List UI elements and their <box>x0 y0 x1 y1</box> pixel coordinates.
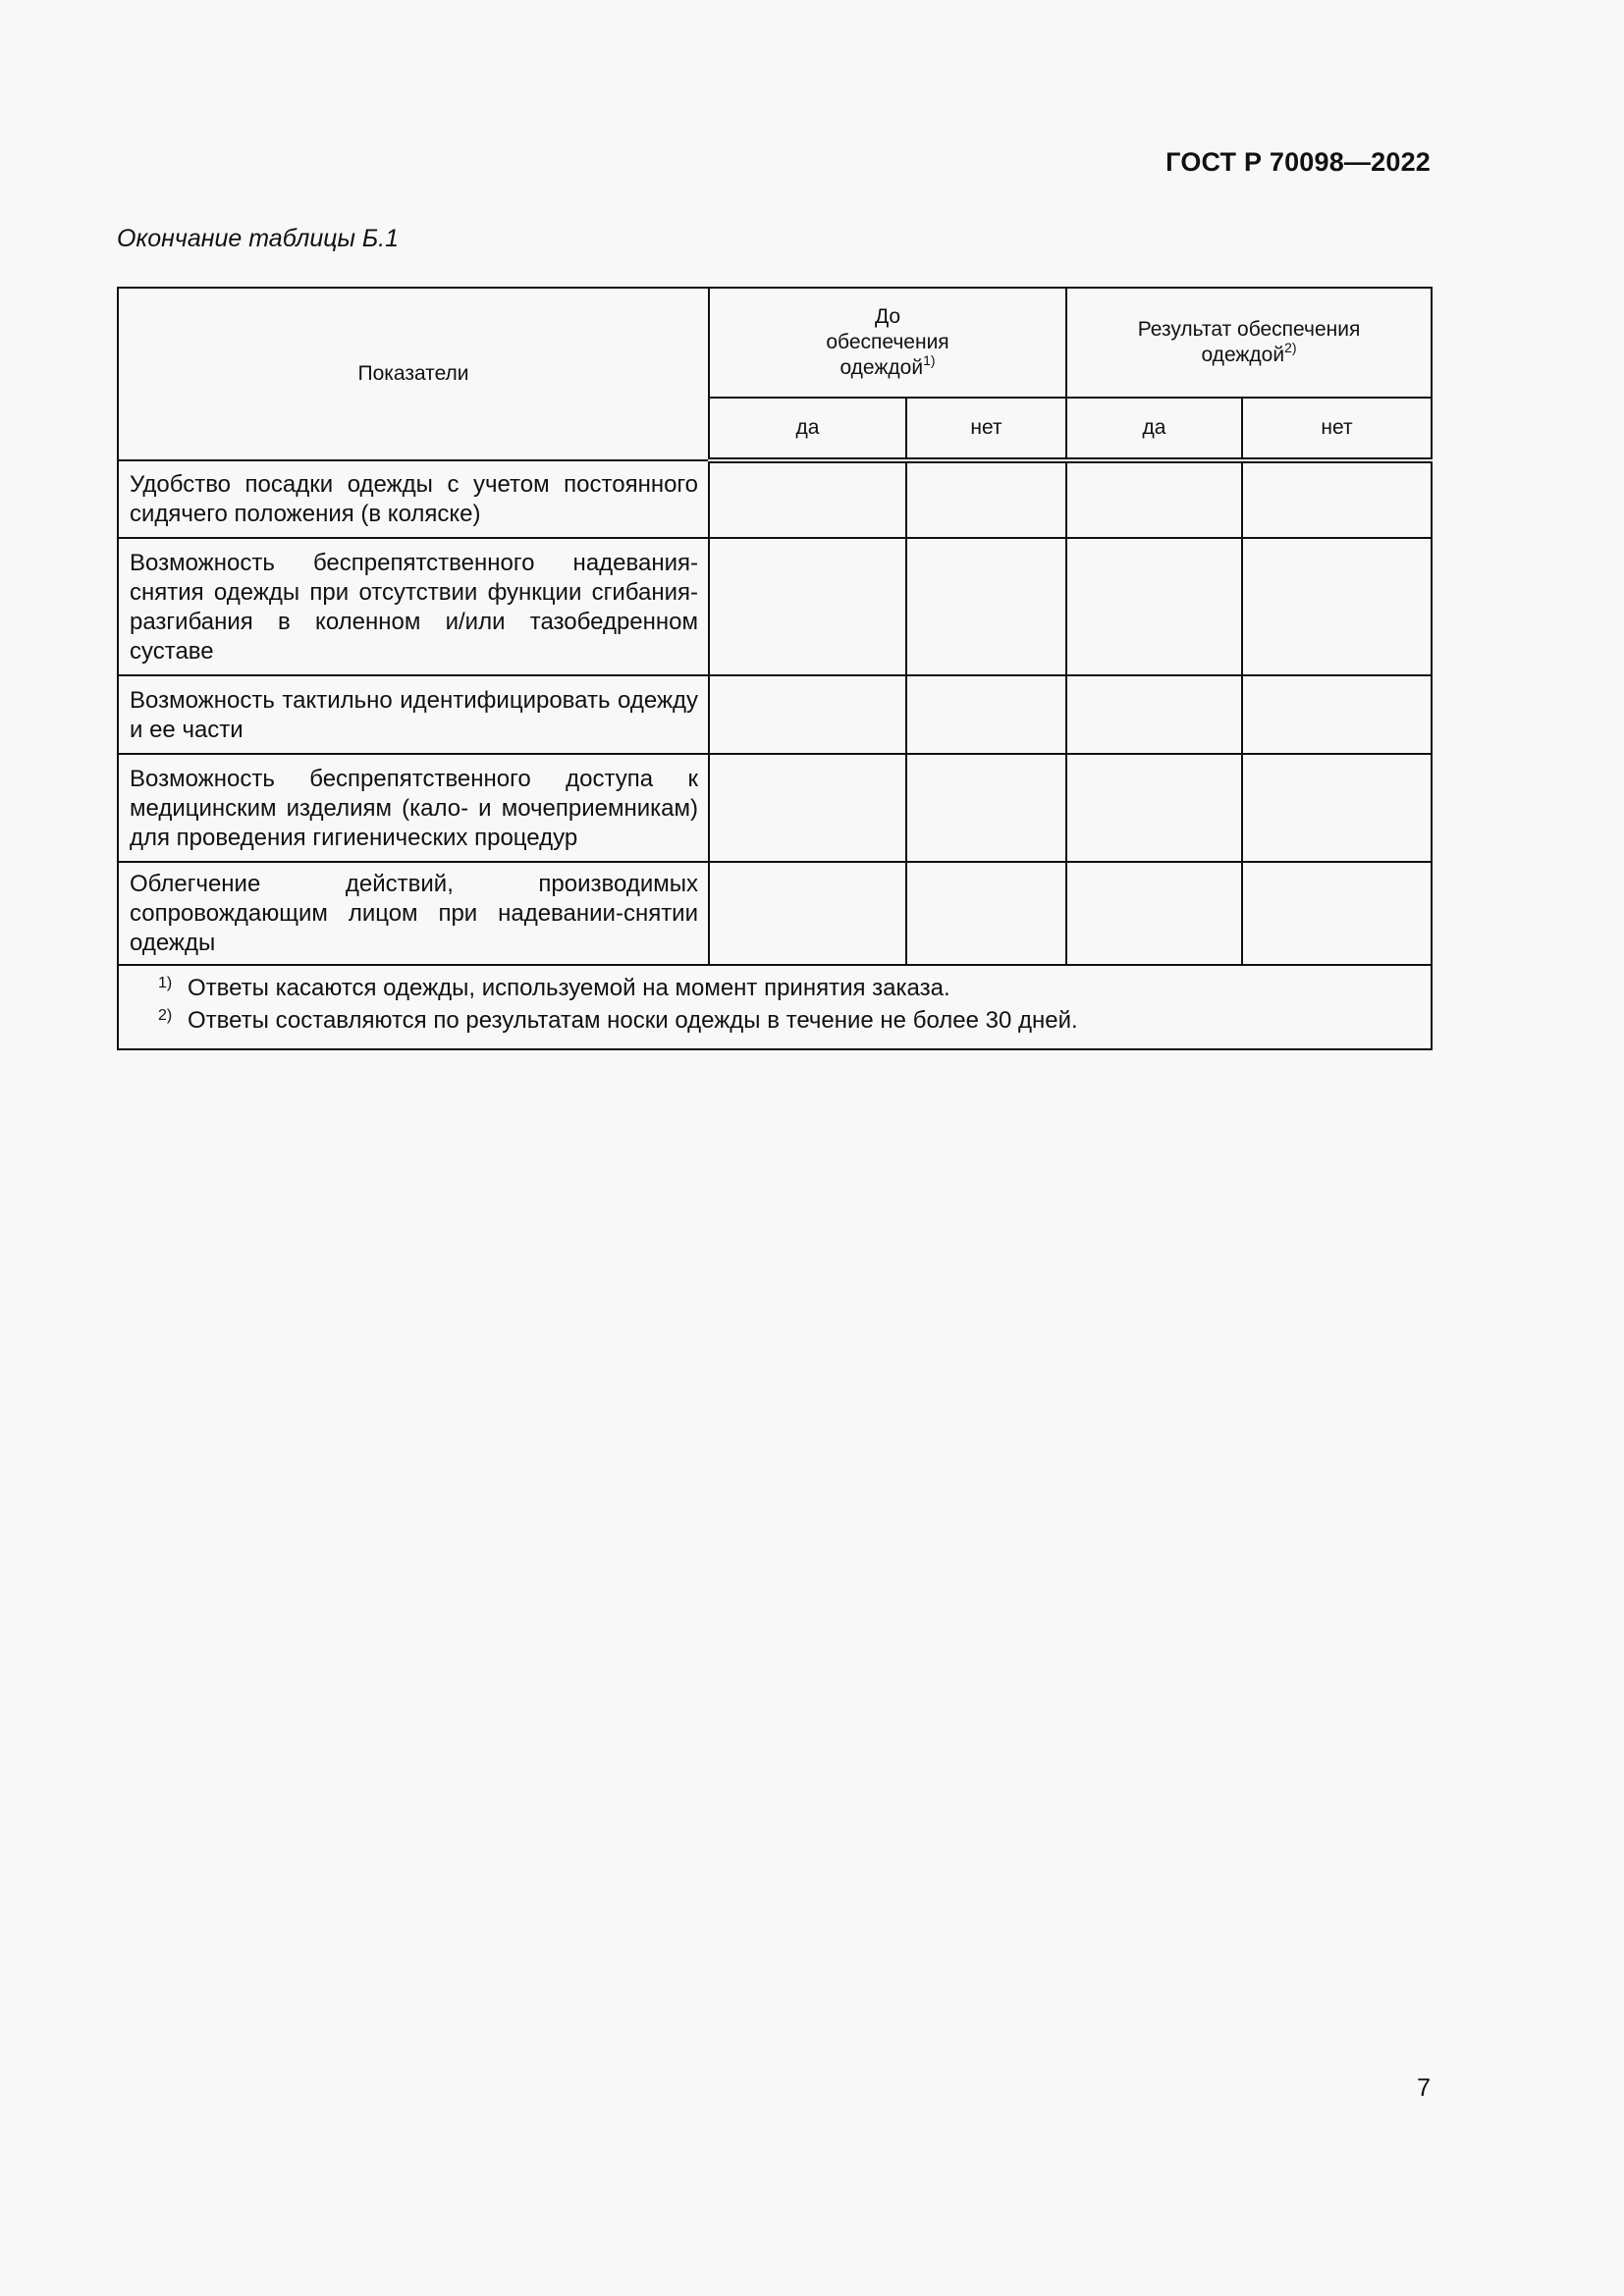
cell-before-yes <box>709 460 906 538</box>
cell-before-yes <box>709 675 906 754</box>
cell-before-no <box>906 538 1066 675</box>
indicators-table <box>117 287 1433 1050</box>
cell-result-yes <box>1066 862 1242 965</box>
cell-before-yes <box>709 754 906 862</box>
cell-result-no <box>1242 862 1432 965</box>
cell-result-yes <box>1066 460 1242 538</box>
footnotes-row <box>118 965 1432 1049</box>
table-caption: Окончание таблицы Б.1 <box>117 225 399 252</box>
footnotes <box>118 965 1432 1049</box>
table-row <box>118 460 1432 538</box>
cell-result-no <box>1242 538 1432 675</box>
footnote-text: Ответы касаются одежды, используемой на момент принятия заказа. <box>188 975 950 1001</box>
table-row <box>118 675 1432 754</box>
indicator-label: Возможность беспрепятственного надевания-снятия одежды при отсутствии функции сгибания-разгибания в коленном и/или тазобедренном суставе <box>118 538 709 675</box>
header-indicators: Показатели <box>118 288 709 460</box>
header-before-provision: До обеспечения одеждой$^{1)}$ <box>709 288 1066 398</box>
table-row <box>118 862 1432 965</box>
indicator-label: Возможность беспрепятственного доступа к медицинским изделиям (кало- и мочеприемникам) для проведения гигиенических процедур <box>118 754 709 862</box>
cell-result-no <box>1242 754 1432 862</box>
footnote-mark: 1) <box>158 975 173 991</box>
cell-before-no <box>906 460 1066 538</box>
footnote-2 <box>158 1006 1431 1039</box>
header-before-yes: да <box>709 398 906 460</box>
page-number: 7 <box>1417 2074 1431 2102</box>
indicator-label: Удобство посадки одежды с учетом постоянного сидячего положения (в коляске) <box>118 460 709 538</box>
footnote-mark: 2) <box>158 1007 173 1024</box>
cell-before-yes <box>709 538 906 675</box>
cell-result-no <box>1242 675 1432 754</box>
cell-result-yes <box>1066 538 1242 675</box>
indicator-label: Возможность тактильно идентифицировать одежду и ее части <box>118 675 709 754</box>
table-row <box>118 538 1432 675</box>
cell-before-no <box>906 754 1066 862</box>
cell-before-no <box>906 675 1066 754</box>
header-result-no: нет <box>1242 398 1432 460</box>
footnote-1 <box>158 974 1431 1006</box>
footnote-ref-1: 1) <box>923 352 936 368</box>
footnote-text: Ответы составляются по результатам носки одежды в течение не более 30 дней. <box>188 1007 1078 1034</box>
header-before-no: нет <box>906 398 1066 460</box>
header-result-yes: да <box>1066 398 1242 460</box>
indicator-label: Облегчение действий, производимых сопровождающим лицом при надевании-снятии одежды <box>118 862 709 965</box>
cell-result-yes <box>1066 675 1242 754</box>
document-code: ГОСТ Р 70098—2022 <box>1165 147 1431 177</box>
header-provision-result: Результат обеспечения одеждой$^{2)}$ <box>1066 288 1432 398</box>
cell-result-yes <box>1066 754 1242 862</box>
footnote-ref-2: 2) <box>1284 340 1297 355</box>
table-row <box>118 754 1432 862</box>
cell-result-no <box>1242 460 1432 538</box>
cell-before-no <box>906 862 1066 965</box>
cell-before-yes <box>709 862 906 965</box>
